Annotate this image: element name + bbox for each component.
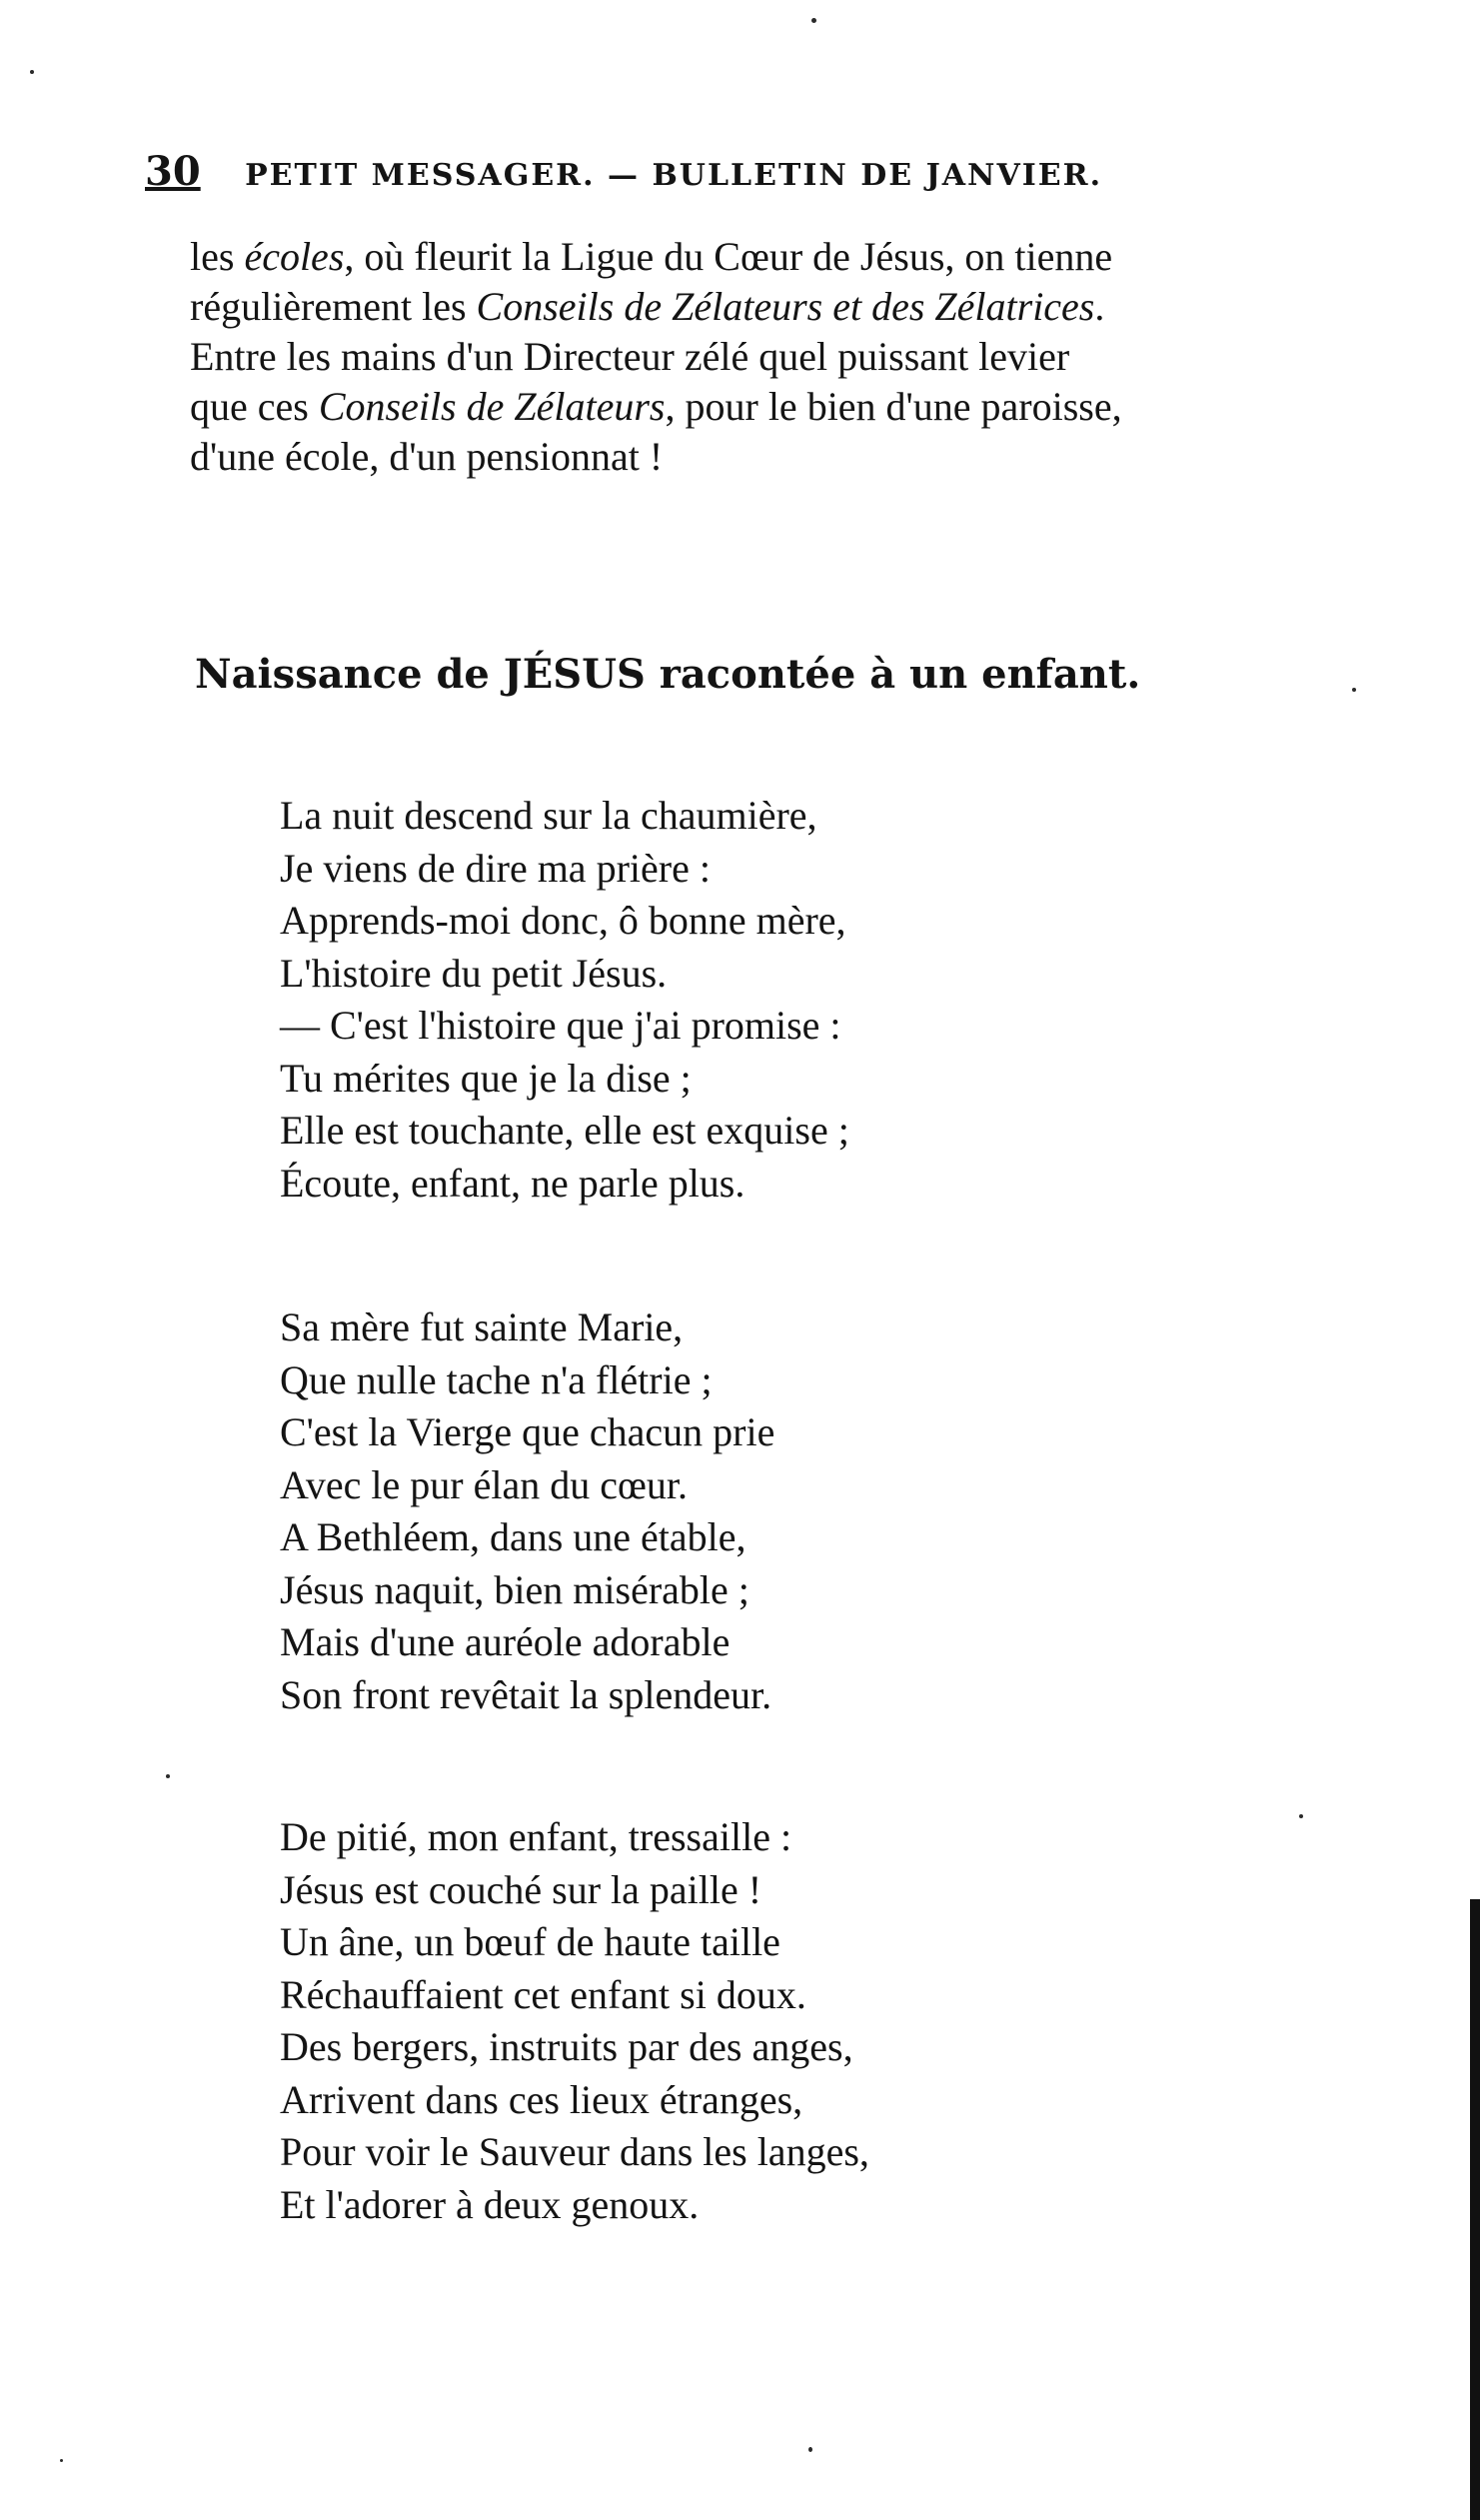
verse-line: L'histoire du petit Jésus. [280,950,668,996]
verse-line: La nuit descend sur la chaumière, [280,793,817,838]
scan-speck [60,2459,63,2462]
intro-text: les [190,234,245,279]
scan-page-edge [1470,1899,1480,2520]
verse-line: Tu mérites que je la dise ; [280,1055,692,1101]
intro-text: régulièrement les [190,284,477,329]
intro-line-4 [190,382,1389,432]
verse-line: Jésus est couché sur la paille ! [280,1866,762,1912]
intro-text: que ces [190,384,319,429]
page-number: 30 [145,148,201,195]
verse-line: Écoute, enfant, ne parle plus. [280,1160,745,1206]
page-header [145,148,1244,198]
verse-line: Des bergers, instruits par des anges, [280,2024,853,2069]
stanza-2 [280,1301,1179,1721]
verse-line: Apprends-moi donc, ô bonne mère, [280,898,846,943]
verse-line: Un âne, un bœuf de haute taille [280,1919,780,1964]
verse-line: C'est la Vierge que chacun prie [280,1409,775,1454]
intro-italic: Conseils de Zélateurs et des Zélatrices [476,284,1095,329]
intro-italic: Conseils de Zélateurs [318,384,666,429]
verse-line: Pour voir le Sauveur dans les langes, [280,2129,869,2174]
scan-speck [811,18,816,23]
poem-title: Naissance de JÉSUS racontée à un enfant. [195,651,1141,698]
intro-text: , pour le bien d'une paroisse, [665,384,1122,429]
verse-line: Elle est touchante, elle est exquise ; [280,1108,849,1153]
verse-line: Je viens de dire ma prière : [280,845,711,891]
scan-speck [30,70,34,74]
verse-line: Arrivent dans ces lieux étranges, [280,2076,803,2122]
intro-line-5: d'une école, d'un pensionnat ! [190,434,664,479]
stanza-1 [280,790,1179,1210]
scan-speck [808,2447,812,2452]
scan-speck [166,1774,170,1778]
intro-paragraph [190,232,1389,482]
verse-line: Et l'adorer à deux genoux. [280,2181,700,2227]
intro-italic: écoles [244,234,345,279]
verse-line: De pitié, mon enfant, tressaille : [280,1814,792,1859]
intro-line-1 [190,232,1389,282]
scan-speck [1299,1814,1303,1818]
verse-line: Son front revêtait la splendeur. [280,1671,772,1717]
verse-line: A Bethléem, dans une étable, [280,1514,746,1559]
stanza-3 [280,1811,1179,2231]
verse-line: Sa mère fut sainte Marie, [280,1304,684,1349]
verse-line: Avec le pur élan du cœur. [280,1461,688,1507]
running-title: PETIT MESSAGER. — BULLETIN DE JANVIER. [245,158,1103,193]
scan-speck [1352,688,1356,692]
verse-line: — C'est l'histoire que j'ai promise : [280,1003,841,1048]
verse-line: Que nulle tache n'a flétrie ; [280,1356,713,1402]
verse-line: Jésus naquit, bien misérable ; [280,1566,749,1612]
intro-text: . [1094,284,1105,329]
intro-text: , où fleurit la Ligue du Cœur de Jésus, on tienne [344,234,1113,279]
intro-line-2 [190,282,1389,332]
intro-line-3: Entre les mains d'un Directeur zélé quel puissant levier [190,334,1070,379]
verse-line: Mais d'une auréole adorable [280,1619,731,1664]
verse-line: Réchauffaient cet enfant si doux. [280,1971,806,2017]
